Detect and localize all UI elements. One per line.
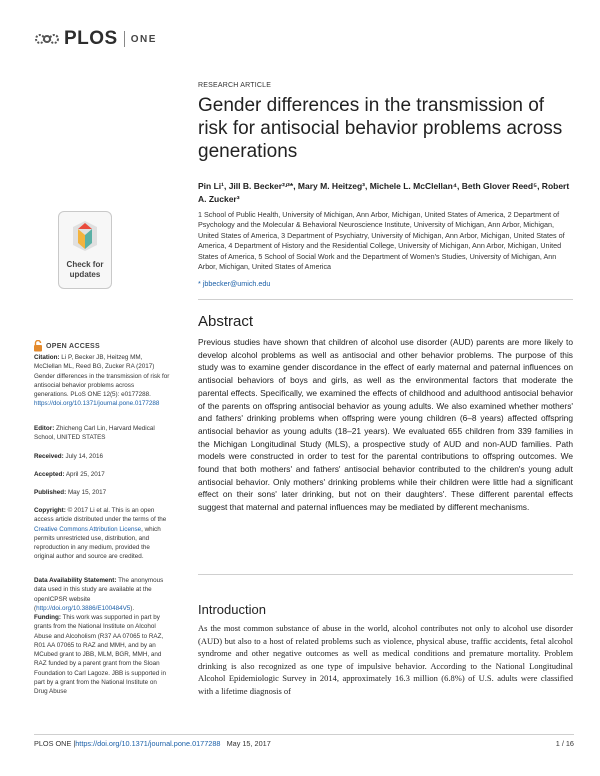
footer-date: May 15, 2017 bbox=[220, 739, 271, 748]
citation-text: Li P, Becker JB, Heitzeg MM, McClellan ML, Reed BG, Zucker RA (2017) Gender differences in the transmission of risk for antisocial behavior problems across generations. PLoS ONE 12(5): e0177288. bbox=[34, 354, 170, 399]
check-updates-icon bbox=[70, 219, 100, 253]
citation-block bbox=[34, 353, 170, 409]
copyright-label: Copyright: bbox=[34, 507, 66, 514]
introduction-heading: Introduction bbox=[198, 602, 266, 617]
accepted-block bbox=[34, 470, 170, 479]
citation-doi-link[interactable]: https://doi.org/10.1371/journal.pone.0177288 bbox=[34, 400, 160, 408]
affiliations: 1 School of Public Health, University of Michigan, Ann Arbor, Michigan, United States of America, 2 Department of Psychology and the Molecular & Behavioral Neuroscience Institute, University of Michigan, Ann Arbor, Michigan, United States of America, 3 Department of Psychiatry, University of Michigan, Ann Arbor, Michigan, United States of America, 4 Department of History and the Residential College, University of Michigan, Ann Arbor, Michigan, United States of America, 5 School of Social Work and the Department of Women's Studies, University of Michigan, Ann Arbor, Michigan, United States of America bbox=[198, 210, 565, 272]
open-access-label bbox=[33, 340, 100, 352]
badge-line-1: Check for bbox=[66, 260, 104, 269]
editor-text: Zhicheng Carl Lin, Harvard Medical School, UNITED STATES bbox=[34, 425, 155, 442]
funding-text: This work was supported in part by grants from the National Institute on Alcohol Abuse and Alcoholism (R37 AA 07065 to RAZ, R01 AA 07065 to RAZ and MMH, and by an MCubed grant to JBB, MLM, BGR, MMH, and RAZ funded by a parent grant from the Sloan Foundation to Carl Lagoze. JBB is supported in part by a grant from the National Institute on Drug Abuse bbox=[34, 614, 166, 696]
data-availability-end: ). bbox=[130, 604, 135, 612]
data-link[interactable]: http://doi.org/10.3886/E100484V5 bbox=[36, 604, 131, 612]
data-availability-label: Data Availability Statement: bbox=[34, 577, 117, 584]
abstract-heading: Abstract bbox=[198, 313, 254, 330]
copyright-block bbox=[34, 506, 170, 562]
author-list: Pin Li¹, Jill B. Becker²ʴ³*, Mary M. Heitzeg³, Michele L. McClellan⁴, Beth Glover Reed⁵, Robert A. Zucker³ bbox=[198, 181, 570, 204]
data-availability-text: The anonymous data used in this study are available at the openICPSR website ( bbox=[34, 577, 164, 612]
open-lock-icon bbox=[33, 340, 43, 352]
plos-one-logo bbox=[34, 28, 157, 50]
corresponding-email[interactable]: * jbbecker@umich.edu bbox=[198, 279, 271, 288]
open-access-text: OPEN ACCESS bbox=[46, 342, 100, 350]
citation-label: Citation: bbox=[34, 354, 60, 361]
license-link[interactable]: Creative Commons Attribution License bbox=[34, 525, 142, 533]
abstract-body: Previous studies have shown that children of alcohol use disorder (AUD) parents are more likely to develop alcohol problems as well as antisocial and other behavior problems. The purpose of this study was to examine gender discordance in the effect of early maternal and paternal influences on antisocial behaviors of boys and girls, as well as the environmental factors that moderate the parental effects. Specifically, we examined the effects of childhood and adulthood antisocial behavior of the parents on offspring antisocial behavior as young adults. We also examined whether mothers' and fathers' drinking problems when offspring were young children (6–8 years) affected offspring antisocial behavior as young adults (18–21 years). We evaluated 655 children from 339 families in the Michigan Longitudinal Study (MLS), a prospective study of AUD and non-AUD families. Path models were constructed in order to test for the parental contributions to offspring outcomes. We found that both mothers' and fathers' antisocial behavior contributed to the children's young adult antisocial behavior. Only mothers' drinking problems while their children were little had a significant effect on their sons' later drinking, but not on their daughters'. These different parental effects suggest that maternal and paternal influences may be mediated by different mechanisms. bbox=[198, 337, 573, 513]
data-availability-block bbox=[34, 576, 170, 613]
footer-journal: PLOS ONE | bbox=[34, 739, 76, 748]
received-block bbox=[34, 452, 170, 461]
funding-block bbox=[34, 613, 170, 697]
editor-block bbox=[34, 424, 170, 443]
received-label: Received: bbox=[34, 453, 64, 460]
article-type-label: RESEARCH ARTICLE bbox=[198, 82, 272, 89]
title-divider bbox=[198, 299, 573, 300]
article-title: Gender differences in the transmission of risk for antisocial behavior problems across generations bbox=[198, 95, 563, 162]
published-date: May 15, 2017 bbox=[67, 489, 107, 496]
badge-line-2: updates bbox=[69, 270, 101, 279]
accepted-label: Accepted: bbox=[34, 471, 65, 478]
footer-doi-link[interactable]: https://doi.org/10.1371/journal.pone.0177288 bbox=[75, 739, 221, 748]
plos-wordmark: PLOS bbox=[64, 28, 118, 49]
check-for-updates-badge[interactable] bbox=[58, 211, 112, 289]
introduction-body: As the most common substance of abuse in the world, alcohol contributes not only to alcohol use disorder (AUD) but also to a host of related problems such as violence, physical abuse, traffic accidents, fetal alcohol syndrome and other negative outcomes as well as medical conditions and premature mortality. Problem drinking is also recognized as one type of impulsive behavior. According to the National Longitudinal Alcohol Epidemiologic Survey in 2014, approximately 16.3 million (6.8%) of U.S. adults were classified with a lifetime diagnosis of bbox=[198, 623, 573, 696]
published-block bbox=[34, 488, 170, 497]
funding-label: Funding: bbox=[34, 614, 61, 621]
page-footer bbox=[34, 739, 574, 748]
copyright-text-end: , which permits unrestricted use, distribution, and reproduction in any medium, provided the original author and source are credited. bbox=[34, 525, 161, 561]
page-number: 1 / 16 bbox=[555, 739, 574, 748]
footer-divider bbox=[34, 734, 574, 735]
accepted-date: April 25, 2017 bbox=[65, 471, 105, 478]
published-label: Published: bbox=[34, 489, 67, 496]
abstract-divider bbox=[198, 574, 573, 575]
plos-logo-icon bbox=[34, 28, 60, 50]
received-date: July 14, 2016 bbox=[65, 453, 103, 460]
logo-divider bbox=[124, 31, 125, 47]
copyright-text-start: © 2017 Li et al. This is an open access article distributed under the terms of the bbox=[34, 507, 167, 524]
editor-label: Editor: bbox=[34, 425, 55, 432]
one-wordmark: ONE bbox=[130, 33, 157, 45]
